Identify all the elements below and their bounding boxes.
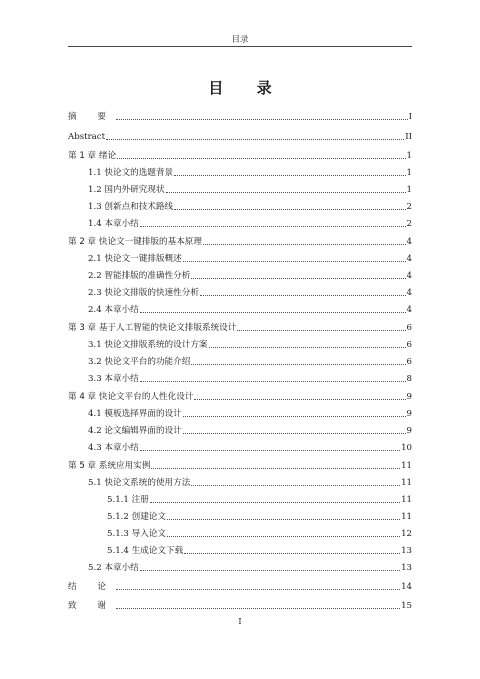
toc-entry-label: 1.2 国内外研究现状 — [88, 185, 165, 195]
dot-leader — [140, 381, 406, 382]
toc-entry-chapter-1[interactable] — [68, 150, 412, 162]
dot-leader — [140, 312, 406, 313]
toc-entry-chapter-4[interactable] — [68, 391, 412, 403]
toc-entry-label: 第 4 章 快论文平台的人性化设计 — [68, 392, 194, 402]
toc-entry-label: 3.1 快论文排版系统的设计方案 — [88, 340, 208, 350]
toc-entry-page: 6 — [406, 323, 412, 333]
toc-entry-label: 2.2 智能排版的准确性分析 — [88, 271, 191, 281]
toc-entry-subsection[interactable] — [107, 545, 412, 557]
toc-entry-page: 12 — [401, 529, 412, 539]
toc-entry-subsection[interactable] — [107, 511, 412, 523]
toc-entry-page: 11 — [401, 461, 412, 471]
toc-entry-section[interactable] — [88, 425, 412, 437]
toc-entry-section[interactable] — [88, 270, 412, 282]
toc-entry-page: 11 — [401, 478, 412, 488]
toc-entry-label: 第 3 章 基于人工智能的快论文排版系统设计 — [68, 323, 237, 333]
toc-entry-label: Abstract — [68, 132, 106, 142]
dot-leader — [140, 226, 406, 227]
toc-entry-page: 1 — [406, 168, 412, 178]
toc-entry-label: 3.3 本章小结 — [88, 374, 139, 384]
toc-entry-page: 11 — [401, 495, 412, 505]
toc-entry-subsection[interactable] — [107, 494, 412, 506]
toc-entry-page: 9 — [406, 392, 412, 402]
toc-entry-section[interactable] — [88, 408, 412, 420]
running-header: 目录 — [231, 35, 249, 45]
toc-entry-label: 2.3 快论文排版的快速性分析 — [88, 288, 199, 298]
toc-entry-page: 4 — [406, 288, 412, 298]
dot-leader — [151, 468, 400, 469]
dot-leader — [174, 209, 405, 210]
dot-leader — [200, 295, 406, 296]
dot-leader — [191, 364, 405, 365]
toc-entry-section[interactable] — [88, 339, 412, 351]
toc-entry-chapter-5[interactable] — [68, 460, 412, 472]
toc-entry-label: 5.2 本章小结 — [88, 563, 139, 573]
toc-entry-section[interactable] — [88, 356, 412, 368]
toc-entry-label: 第 2 章 快论文一键排版的基本原理 — [68, 237, 202, 247]
dot-leader — [237, 330, 405, 331]
dot-leader — [183, 416, 406, 417]
toc-entry-page: 4 — [406, 305, 412, 315]
dot-leader — [166, 192, 406, 193]
toc-entry-label: 1.3 创新点和技术路线 — [88, 202, 174, 212]
dot-leader — [183, 261, 406, 262]
toc-entry-section[interactable] — [88, 304, 412, 316]
toc-entry-acknowledgement[interactable] — [68, 600, 412, 612]
toc-entry-abstract-en[interactable] — [68, 131, 412, 143]
toc-entry-page: 6 — [406, 357, 412, 367]
dot-leader — [140, 570, 400, 571]
dot-leader — [174, 175, 405, 176]
dot-leader — [183, 433, 406, 434]
toc-entry-page: 2 — [406, 202, 412, 212]
toc-entry-label: 5.1.1 注册 — [107, 495, 149, 505]
toc-entry-page: 11 — [401, 512, 412, 522]
toc-entry-label: 3.2 快论文平台的功能介绍 — [88, 357, 191, 367]
toc-entry-label: 结 论 — [68, 582, 115, 592]
toc-entry-page: 1 — [406, 151, 412, 161]
toc-entry-page: 9 — [406, 409, 412, 419]
toc-entry-page: II — [405, 132, 412, 142]
dot-leader — [167, 519, 400, 520]
toc-entry-page: 13 — [401, 563, 412, 573]
toc-entry-abstract-cn[interactable] — [68, 111, 412, 123]
toc-entry-page: 15 — [401, 601, 412, 611]
dot-leader — [209, 347, 406, 348]
toc-entry-page: 6 — [406, 340, 412, 350]
toc-entry-label: 第 1 章 绪论 — [68, 151, 117, 161]
dot-leader — [191, 485, 400, 486]
toc-entry-label: 5.1 快论文系统的使用方法 — [88, 478, 191, 488]
toc-entry-label: 1.4 本章小结 — [88, 219, 139, 229]
toc-entry-section[interactable] — [88, 562, 412, 574]
header-rule — [68, 46, 412, 47]
page-title: 目 录 — [208, 79, 286, 97]
toc-entry-page: 9 — [406, 426, 412, 436]
toc-entry-label: 5.1.3 导入论文 — [107, 529, 166, 539]
toc-entry-section[interactable] — [88, 287, 412, 299]
toc-entry-page: 4 — [406, 237, 412, 247]
dot-leader — [117, 158, 405, 159]
toc-entry-section[interactable] — [88, 184, 412, 196]
toc-entry-page: 14 — [401, 582, 412, 592]
toc-entry-section[interactable] — [88, 218, 412, 230]
toc-entry-label: 2.4 本章小结 — [88, 305, 139, 315]
toc-entry-section[interactable] — [88, 477, 412, 489]
dot-leader — [184, 553, 400, 554]
toc-entry-chapter-2[interactable] — [68, 236, 412, 248]
page-number: I — [238, 617, 242, 626]
toc-entry-page: 1 — [406, 185, 412, 195]
toc-entry-page: 10 — [401, 443, 412, 453]
toc-entry-label: 4.2 论文编辑界面的设计 — [88, 426, 182, 436]
toc-entry-label: 2.1 快论文一键排版概述 — [88, 254, 182, 264]
toc-entry-label: 1.1 快论文的选题背景 — [88, 168, 174, 178]
toc-entry-section[interactable] — [88, 253, 412, 265]
toc-entry-label: 4.1 模板选择界面的设计 — [88, 409, 182, 419]
toc-entry-conclusion[interactable] — [68, 581, 412, 593]
toc-entry-section[interactable] — [88, 201, 412, 213]
dot-leader — [194, 399, 405, 400]
toc-entry-label: 5.1.2 创建论文 — [107, 512, 166, 522]
toc-entry-label: 致 谢 — [68, 601, 115, 611]
dot-leader — [106, 139, 404, 140]
toc-entry-page: 4 — [406, 271, 412, 281]
toc-entry-section[interactable] — [88, 167, 412, 179]
toc-entry-page: 2 — [406, 219, 412, 229]
toc-entry-section[interactable] — [88, 442, 412, 454]
dot-leader — [167, 536, 400, 537]
toc-entry-page: I — [408, 112, 412, 122]
toc-entry-chapter-3[interactable] — [68, 322, 412, 334]
toc-entry-label: 4.3 本章小结 — [88, 443, 139, 453]
toc-entry-page: 8 — [406, 374, 412, 384]
dot-leader — [116, 589, 400, 590]
toc-entry-label: 摘 要 — [68, 112, 115, 122]
dot-leader — [140, 450, 400, 451]
toc-entry-section[interactable] — [88, 373, 412, 385]
toc-entry-page: 13 — [401, 546, 412, 556]
dot-leader — [191, 278, 405, 279]
toc-entry-subsection[interactable] — [107, 528, 412, 540]
dot-leader — [116, 608, 400, 609]
toc-entry-label: 5.1.4 生成论文下载 — [107, 546, 184, 556]
toc-entry-label: 第 5 章 系统应用实例 — [68, 461, 151, 471]
toc-entry-page: 4 — [406, 254, 412, 264]
dot-leader — [116, 119, 408, 120]
dot-leader — [150, 502, 400, 503]
dot-leader — [203, 244, 406, 245]
